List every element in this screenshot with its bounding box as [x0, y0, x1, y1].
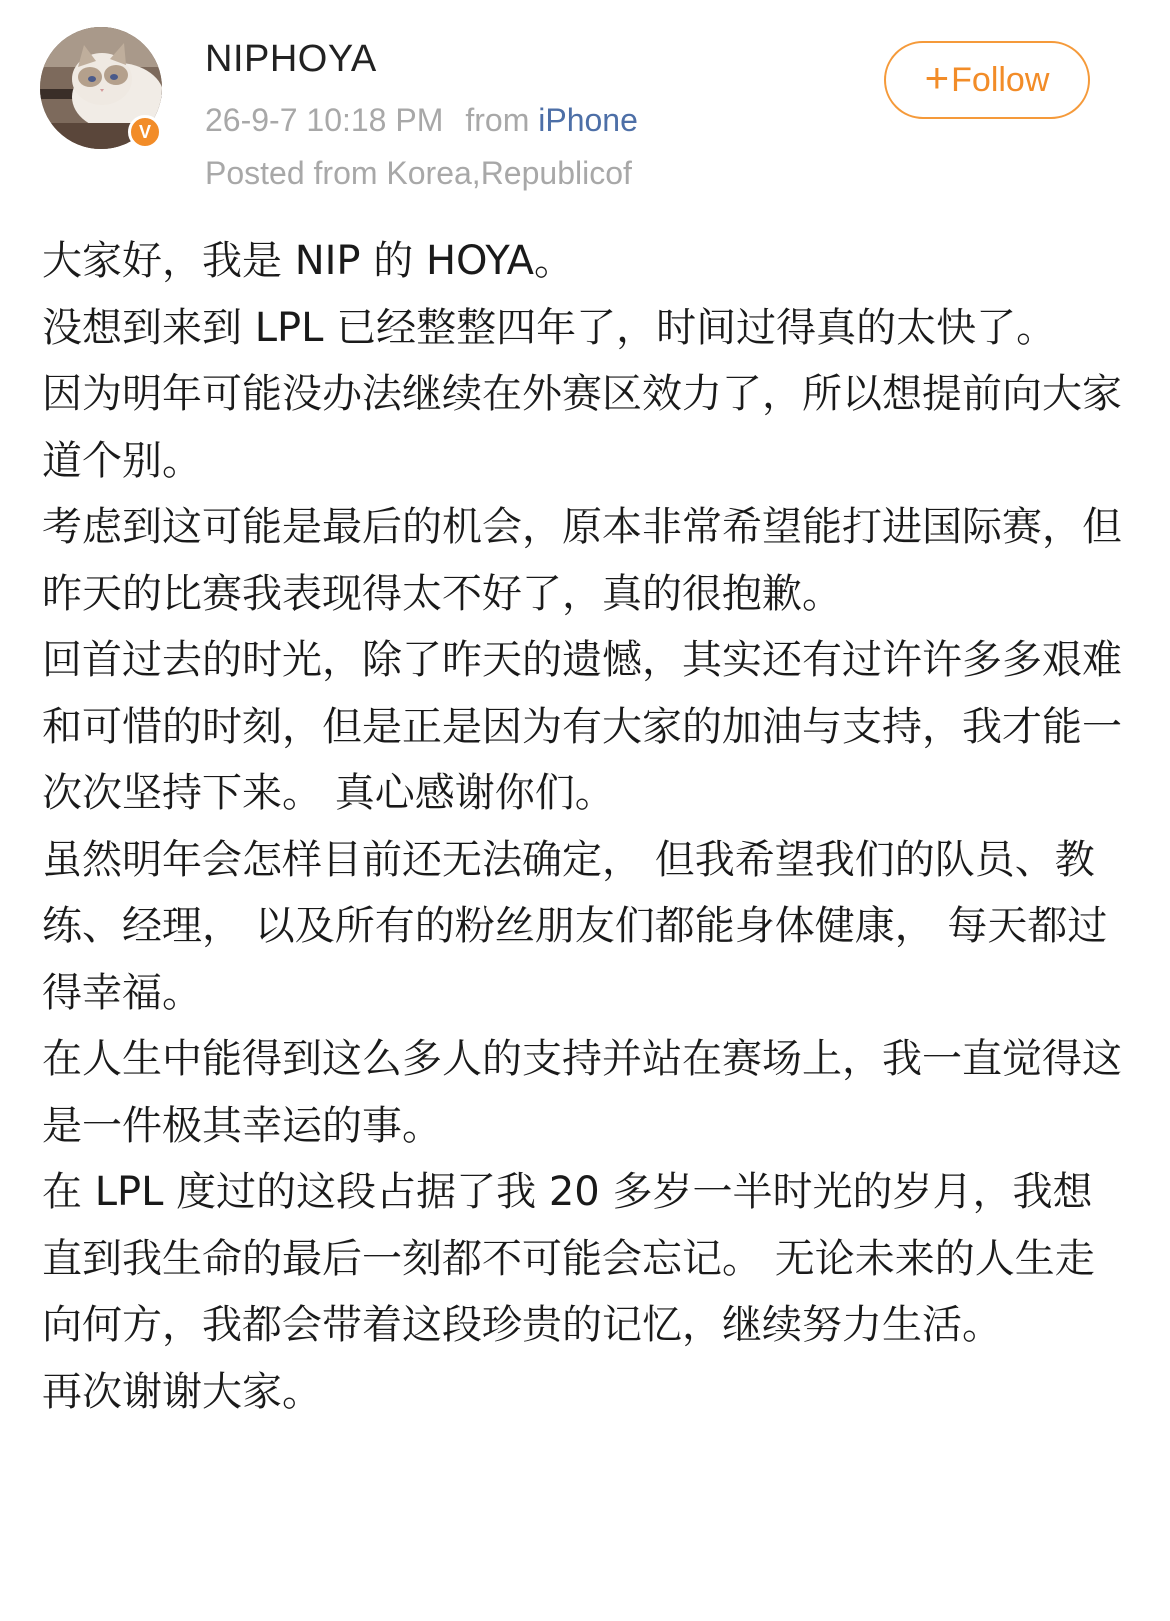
verified-badge-icon	[128, 115, 162, 149]
post-header	[0, 0, 1170, 215]
post-paragraph: 回首过去的时光，除了昨天的遗憾，其实还有过许许多多艰难和可惜的时刻，但是正是因为有大家的加油与支持，我才能一次次坚持下来。 真心感谢你们。	[42, 637, 1122, 816]
post-paragraph: 因为明年可能没办法继续在外赛区效力了，所以想提前向大家道个别。	[42, 371, 1122, 484]
post-paragraph: 在 LPL 度过的这段占据了我 20 多岁一半时光的岁月，我想直到我生命的最后一刻都不可能会忘记。 无论未来的人生走向何方，我都会带着这段珍贵的记忆，继续努力生活。	[42, 1169, 1095, 1348]
plus-icon: +	[924, 54, 950, 101]
post-body	[42, 228, 1122, 1425]
follow-label: Follow	[951, 60, 1050, 99]
from-label: from	[465, 102, 530, 138]
post-location: Posted from Korea,Republicof	[205, 155, 632, 191]
post-paragraph: 大家好，我是 NIP 的 HOYA。	[42, 238, 575, 284]
post-paragraph: 在人生中能得到这么多人的支持并站在赛场上，我一直觉得这是一件极其幸运的事。	[42, 1036, 1122, 1149]
device-link[interactable]: iPhone	[538, 102, 638, 138]
post-paragraph: 没想到来到 LPL 已经整整四年了，时间过得真的太快了。	[42, 304, 1057, 351]
username[interactable]: NIPHOYA	[205, 38, 377, 80]
post-paragraph: 考虑到这可能是最后的机会，原本非常希望能打进国际赛，但昨天的比赛我表现得太不好了，真的很抱歉。	[42, 504, 1122, 617]
post-timestamp: 26-9-7 10:18 PM	[205, 102, 444, 138]
post-paragraph: 再次谢谢大家。	[42, 1368, 322, 1415]
post-paragraph: 虽然明年会怎样目前还无法确定， 但我希望我们的队员、教练、经理， 以及所有的粉丝朋友们都能身体健康， 每天都过得幸福。	[42, 836, 1108, 1016]
post-meta	[205, 102, 638, 139]
follow-button[interactable]	[884, 41, 1090, 119]
verified-mark: V	[138, 122, 151, 142]
